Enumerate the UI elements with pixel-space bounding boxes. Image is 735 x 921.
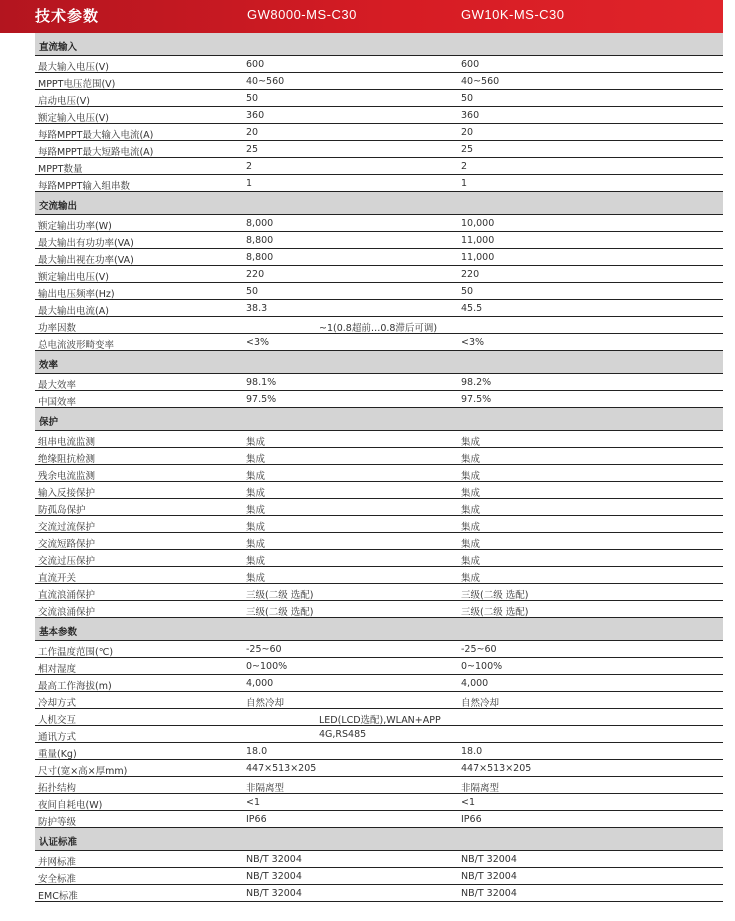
row-label: 输入反接保护 (38, 488, 96, 499)
row-value-model-1: -25~60 (246, 644, 282, 655)
spec-row (35, 851, 723, 868)
spec-row (35, 482, 723, 499)
row-value-model-2: 25 (461, 144, 474, 155)
row-value-model-2: 集成 (461, 505, 481, 516)
row-value-model-2: 集成 (461, 573, 481, 584)
row-label: 并网标准 (38, 857, 77, 868)
row-value-model-1: 50 (246, 286, 259, 297)
spec-row (35, 141, 723, 158)
row-value-model-1: 20 (246, 127, 259, 138)
row-value-model-2: 集成 (461, 471, 481, 482)
row-label: 每路MPPT最大输入电流(A) (38, 130, 154, 141)
row-value-model-2: 600 (461, 59, 480, 70)
row-value-model-1: 97.5% (246, 394, 277, 405)
spec-row (35, 533, 723, 550)
spec-row (35, 709, 723, 726)
row-label: EMC标准 (38, 891, 78, 902)
row-value-shared: 4G,RS485 (319, 729, 367, 740)
model-2-heading: GW10K-MS-C30 (461, 7, 565, 22)
row-label: 防护等级 (38, 817, 77, 828)
row-label: 残余电流监测 (38, 471, 96, 482)
spec-row (35, 777, 723, 794)
row-value-model-1: 三级(二级 选配) (246, 590, 314, 601)
spec-row (35, 516, 723, 533)
spec-row (35, 601, 723, 618)
row-value-model-1: 40~560 (246, 76, 285, 87)
row-value-model-2: 447×513×205 (461, 763, 532, 774)
row-value-model-2: 集成 (461, 437, 481, 448)
spec-row (35, 90, 723, 107)
row-value-model-1: 50 (246, 93, 259, 104)
row-label: 冷却方式 (38, 698, 77, 709)
row-label: 每路MPPT输入组串数 (38, 181, 130, 192)
row-value-model-2: 45.5 (461, 303, 483, 314)
row-label: 额定输出电压(V) (38, 272, 109, 283)
section-title: 基本参数 (39, 627, 78, 638)
row-label: 直流浪涌保护 (38, 590, 96, 601)
row-value-model-1: 集成 (246, 488, 266, 499)
row-value-model-1: 447×513×205 (246, 763, 317, 774)
row-value-shared: LED(LCD选配),WLAN+APP (319, 715, 441, 726)
row-value-model-1: 8,800 (246, 235, 274, 246)
row-value-model-1: 集成 (246, 573, 266, 584)
row-value-model-2: <3% (461, 337, 485, 348)
row-label: MPPT电压范围(V) (38, 79, 116, 90)
row-value-model-1: 360 (246, 110, 265, 121)
row-label: MPPT数量 (38, 164, 83, 175)
row-value-model-2: 10,000 (461, 218, 495, 229)
spec-row (35, 249, 723, 266)
spec-row (35, 124, 723, 141)
row-value-model-2: 20 (461, 127, 474, 138)
row-label: 直流开关 (38, 573, 77, 584)
row-value-model-1: 8,000 (246, 218, 274, 229)
section-header (35, 618, 723, 641)
row-value-model-2: NB/T 32004 (461, 888, 517, 899)
row-label: 组串电流监测 (38, 437, 96, 448)
spec-row (35, 448, 723, 465)
spec-row (35, 317, 723, 334)
row-value-model-1: IP66 (246, 814, 267, 825)
row-label: 最大输入电压(V) (38, 62, 109, 73)
row-value-model-1: 25 (246, 144, 259, 155)
row-value-model-2: 11,000 (461, 235, 495, 246)
spec-row (35, 726, 723, 743)
row-value-model-2: 三级(二级 选配) (461, 590, 529, 601)
spec-row (35, 584, 723, 601)
row-value-model-1: 18.0 (246, 746, 268, 757)
model-1-heading: GW8000-MS-C30 (247, 7, 357, 22)
row-value-model-1: 38.3 (246, 303, 268, 314)
row-value-model-2: -25~60 (461, 644, 497, 655)
row-value-model-1: 集成 (246, 505, 266, 516)
row-value-model-2: 1 (461, 178, 468, 189)
row-value-model-1: 0~100% (246, 661, 288, 672)
row-label: 输出电压频率(Hz) (38, 289, 115, 300)
spec-row (35, 56, 723, 73)
section-title: 直流输入 (39, 42, 78, 53)
row-value-model-2: 集成 (461, 539, 481, 550)
spec-row (35, 760, 723, 777)
row-value-model-2: 集成 (461, 454, 481, 465)
spec-row (35, 465, 723, 482)
spec-row (35, 658, 723, 675)
spec-table (35, 33, 723, 902)
spec-row (35, 641, 723, 658)
spec-row (35, 175, 723, 192)
row-value-model-2: 自然冷却 (461, 698, 500, 709)
spec-title: 技术参数 (35, 7, 100, 25)
spec-row (35, 334, 723, 351)
row-value-model-1: 三级(二级 选配) (246, 607, 314, 618)
section-header (35, 351, 723, 374)
spec-row (35, 811, 723, 828)
spec-row (35, 885, 723, 902)
row-value-model-2: 98.2% (461, 377, 492, 388)
section-header (35, 192, 723, 215)
spec-row (35, 283, 723, 300)
spec-row (35, 73, 723, 90)
row-value-model-2: <1 (461, 797, 476, 808)
row-label: 尺寸(宽×高×厚mm) (38, 766, 128, 777)
row-value-model-1: 集成 (246, 471, 266, 482)
section-header (35, 408, 723, 431)
spec-row (35, 107, 723, 124)
spec-row (35, 743, 723, 760)
row-label: 夜间自耗电(W) (38, 800, 103, 811)
row-value-model-1: <3% (246, 337, 270, 348)
row-value-model-2: 0~100% (461, 661, 503, 672)
row-value-model-1: 集成 (246, 539, 266, 550)
row-value-model-2: 360 (461, 110, 480, 121)
spec-row (35, 675, 723, 692)
row-value-model-1: 8,800 (246, 252, 274, 263)
spec-row (35, 499, 723, 516)
row-value-model-1: <1 (246, 797, 261, 808)
section-title: 交流输出 (39, 201, 78, 212)
row-label: 中国效率 (38, 397, 77, 408)
row-value-model-1: 集成 (246, 556, 266, 567)
row-label: 安全标准 (38, 874, 77, 885)
row-value-model-2: NB/T 32004 (461, 854, 517, 865)
section-title: 保护 (39, 417, 59, 428)
row-value-model-2: 集成 (461, 556, 481, 567)
row-label: 重量(Kg) (38, 749, 77, 760)
row-value-model-2: 2 (461, 161, 468, 172)
spec-row (35, 431, 723, 448)
row-value-model-1: 98.1% (246, 377, 277, 388)
row-label: 最大输出视在功率(VA) (38, 255, 134, 266)
row-label: 交流短路保护 (38, 539, 96, 550)
row-value-model-2: 集成 (461, 488, 481, 499)
spec-row (35, 868, 723, 885)
row-label: 相对湿度 (38, 664, 77, 675)
section-title: 效率 (39, 360, 59, 371)
row-value-model-2: IP66 (461, 814, 482, 825)
row-value-model-1: 2 (246, 161, 253, 172)
section-header (35, 828, 723, 851)
row-value-model-2: 220 (461, 269, 480, 280)
row-value-model-2: 三级(二级 选配) (461, 607, 529, 618)
section-title: 认证标准 (39, 837, 78, 848)
row-value-model-1: 集成 (246, 437, 266, 448)
row-label: 启动电压(V) (38, 96, 90, 107)
spec-row (35, 300, 723, 317)
row-label: 最大输出电流(A) (38, 306, 109, 317)
row-label: 最大输出有功功率(VA) (38, 238, 134, 249)
row-label: 最高工作海拔(m) (38, 681, 112, 692)
row-label: 额定输出功率(W) (38, 221, 112, 232)
row-value-model-2: 4,000 (461, 678, 489, 689)
row-value-model-1: NB/T 32004 (246, 888, 302, 899)
row-label: 防孤岛保护 (38, 505, 86, 516)
row-label: 通讯方式 (38, 732, 77, 743)
row-value-model-2: NB/T 32004 (461, 871, 517, 882)
row-value-model-2: 非隔离型 (461, 783, 500, 794)
row-value-model-1: 非隔离型 (246, 783, 285, 794)
spec-row (35, 692, 723, 709)
row-label: 交流过流保护 (38, 522, 96, 533)
row-value-model-1: 集成 (246, 522, 266, 533)
row-value-model-2: 97.5% (461, 394, 492, 405)
spec-header (0, 0, 723, 33)
spec-row (35, 215, 723, 232)
row-label: 功率因数 (38, 323, 77, 334)
row-value-model-2: 11,000 (461, 252, 495, 263)
row-label: 最大效率 (38, 380, 77, 391)
spec-row (35, 266, 723, 283)
row-value-model-2: 50 (461, 286, 474, 297)
row-value-model-1: NB/T 32004 (246, 871, 302, 882)
row-value-model-2: 集成 (461, 522, 481, 533)
row-label: 额定输入电压(V) (38, 113, 109, 124)
row-value-model-2: 40~560 (461, 76, 500, 87)
spec-row (35, 391, 723, 408)
row-value-model-2: 50 (461, 93, 474, 104)
row-label: 每路MPPT最大短路电流(A) (38, 147, 154, 158)
row-value-model-1: 600 (246, 59, 265, 70)
row-label: 绝缘阻抗检测 (38, 454, 96, 465)
row-value-model-1: NB/T 32004 (246, 854, 302, 865)
row-label: 交流浪涌保护 (38, 607, 96, 618)
row-label: 工作温度范围(℃) (38, 647, 114, 658)
row-label: 交流过压保护 (38, 556, 96, 567)
spec-row (35, 794, 723, 811)
spec-row (35, 158, 723, 175)
row-value-model-1: 220 (246, 269, 265, 280)
spec-row (35, 550, 723, 567)
row-label: 总电流波形畸变率 (38, 340, 115, 351)
section-header (35, 33, 723, 56)
spec-row (35, 374, 723, 391)
spec-row (35, 232, 723, 249)
row-value-model-1: 集成 (246, 454, 266, 465)
row-label: 拓扑结构 (38, 783, 77, 794)
row-value-model-1: 4,000 (246, 678, 274, 689)
row-value-model-1: 自然冷却 (246, 698, 285, 709)
row-value-model-2: 18.0 (461, 746, 483, 757)
row-value-model-1: 1 (246, 178, 253, 189)
row-label: 人机交互 (38, 715, 77, 726)
spec-row (35, 567, 723, 584)
row-value-shared: ~1(0.8超前…0.8滞后可调) (319, 323, 438, 334)
